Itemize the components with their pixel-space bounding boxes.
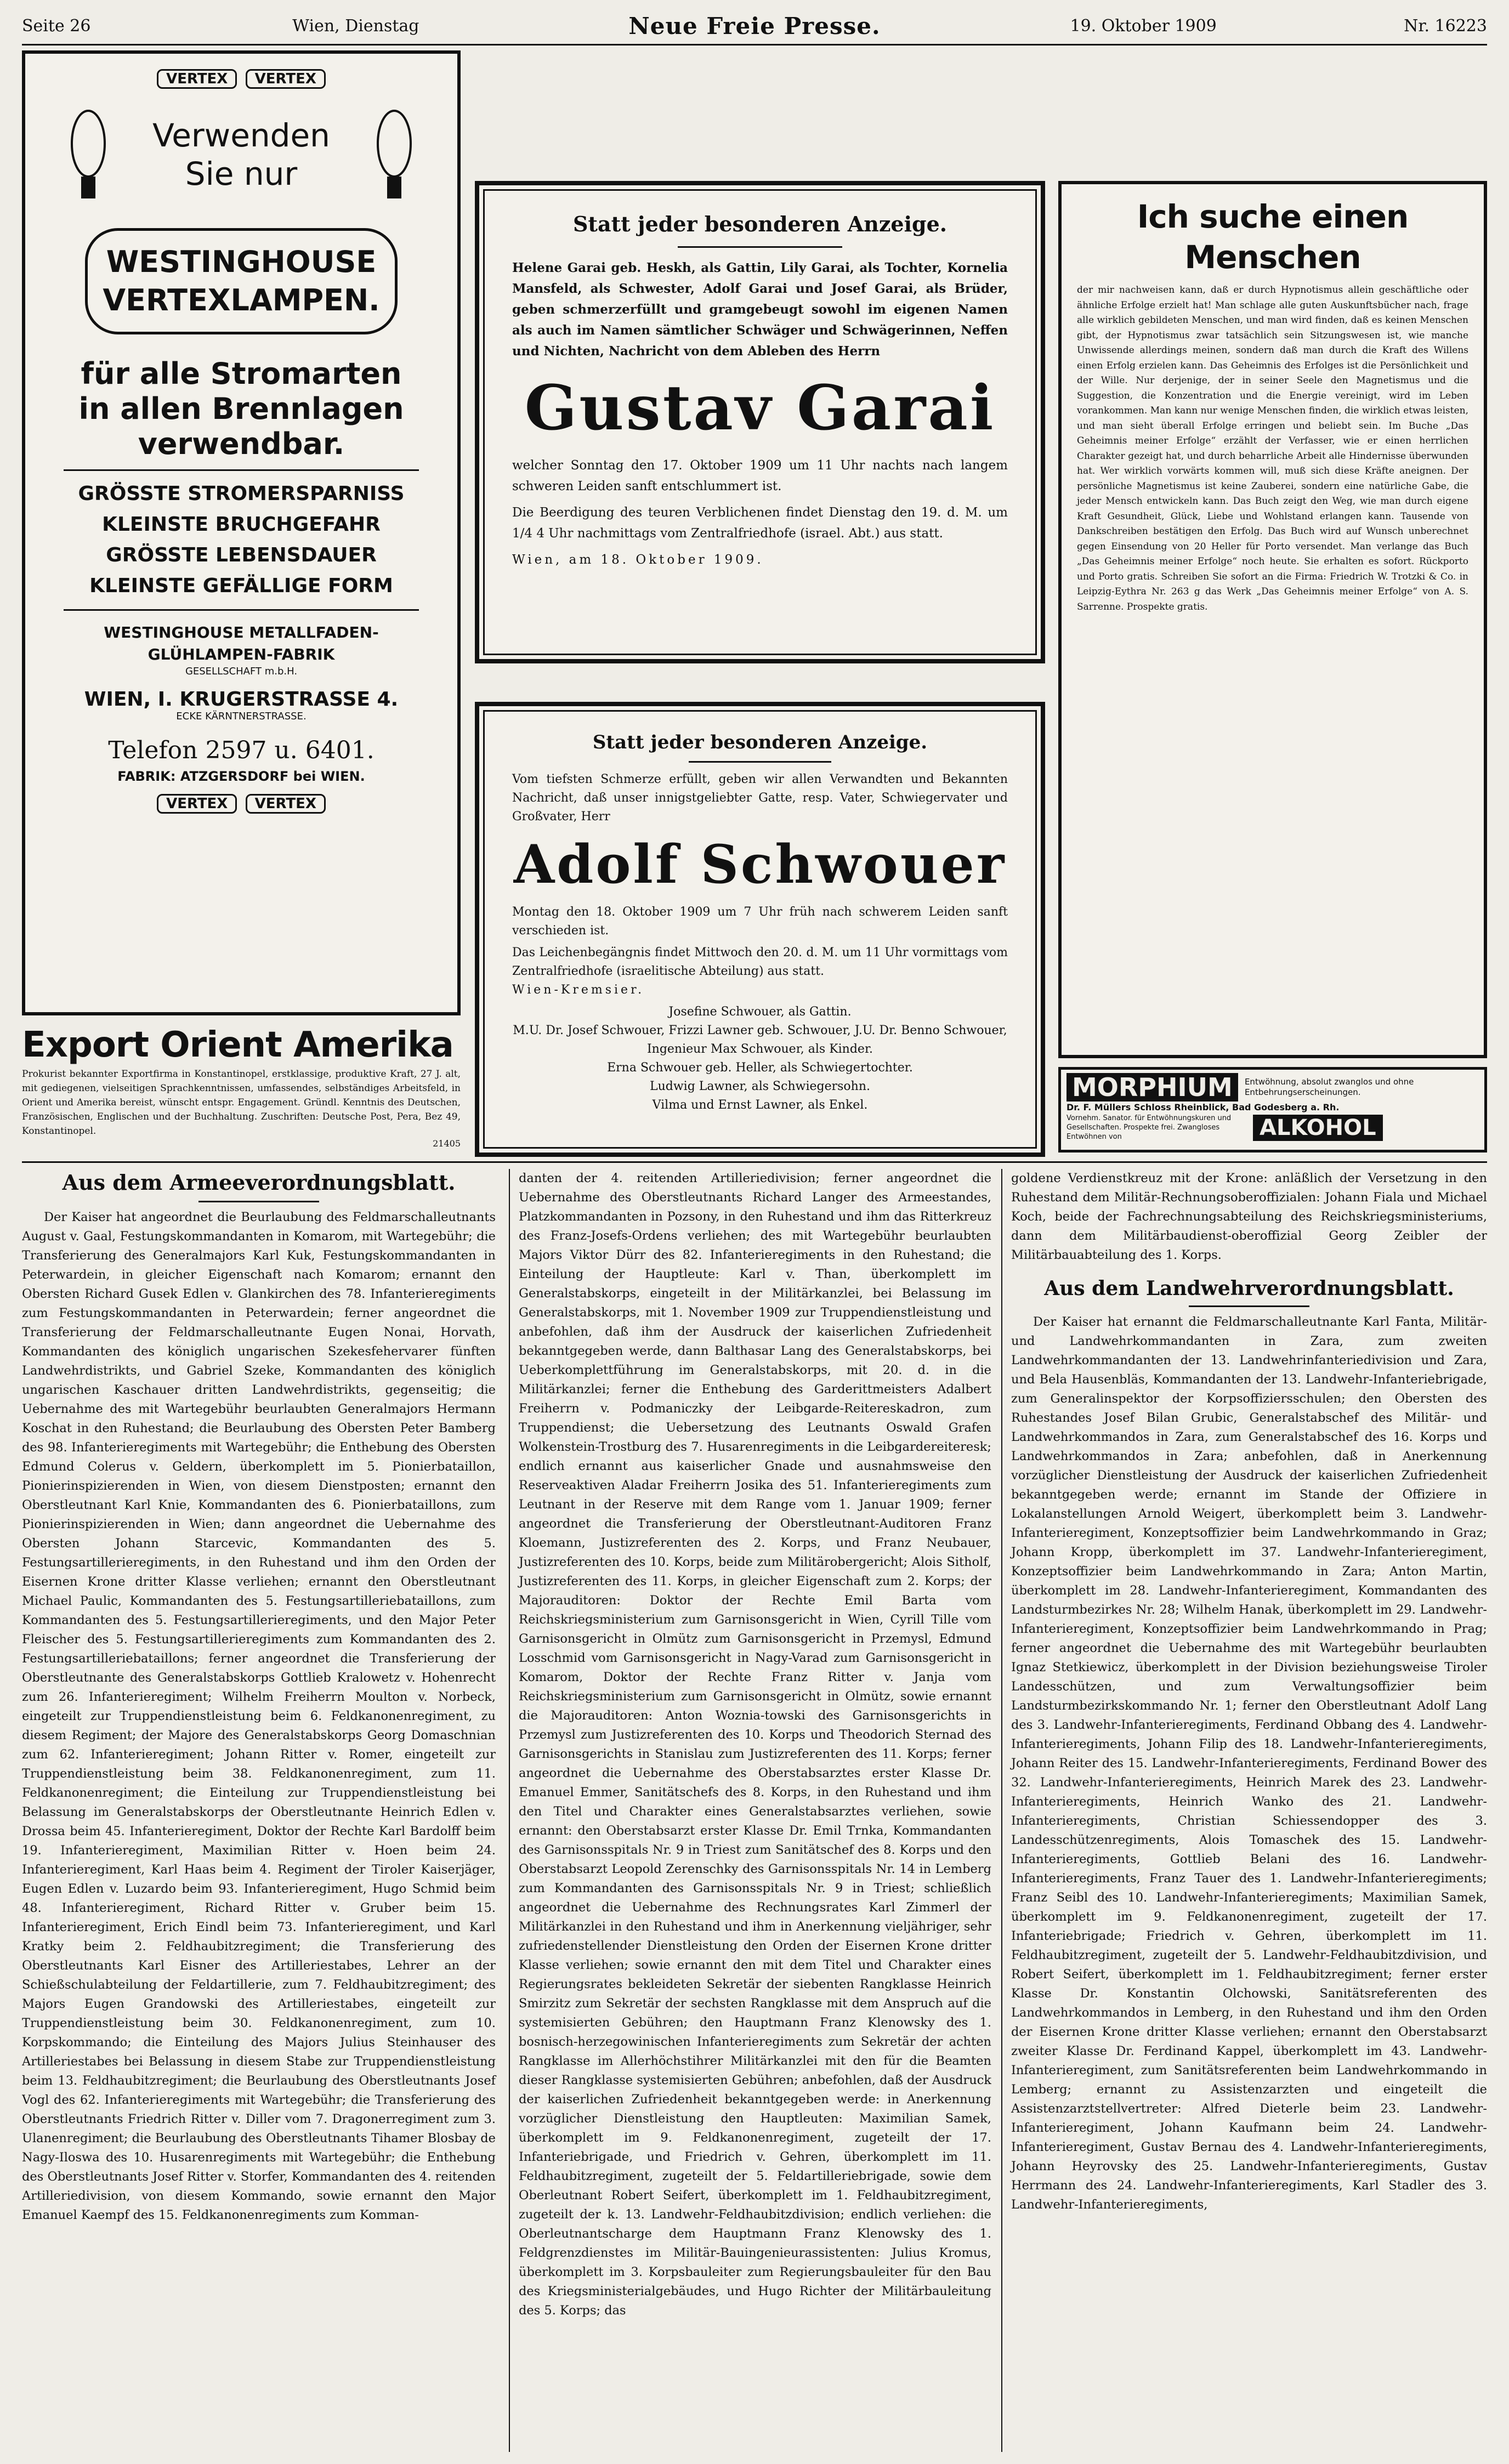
notice-body: Montag den 18. Oktober 1909 um 7 Uhr früh nach schwerem Leiden sanft verschieden ist. bbox=[512, 905, 1008, 938]
newspaper-title: Neue Freie Presse. bbox=[628, 12, 881, 39]
export-ad bbox=[22, 1023, 461, 1157]
notice-signatory: Ludwig Lawner, als Schwiegersohn. bbox=[649, 1080, 870, 1093]
brand-westinghouse: WESTINGHOUSE bbox=[106, 245, 377, 279]
page-number: Seite 26 bbox=[22, 16, 91, 36]
morphium-note: Vornehm. Sanator. für Entwöhnungskuren und Gesellschaften. Prospekte frei. Zwangloses Entwöhnen von bbox=[1066, 1114, 1232, 1141]
morphium-headline: MORPHIUM bbox=[1066, 1073, 1238, 1102]
ad-point: KLEINSTE BRUCHGEFAHR bbox=[102, 513, 381, 536]
notice-signatory: M.U. Dr. Josef Schwouer, Frizzi Lawner geb. Schwouer, J.U. Dr. Benno Schwouer, Ingenieur Max Schwouer, als Kinder. bbox=[513, 1024, 1007, 1056]
notice-heading: Statt jeder besonderen Anzeige. bbox=[572, 212, 948, 236]
deceased-name: Adolf Schwouer bbox=[513, 833, 1007, 895]
vertex-badge: VERTEX bbox=[157, 794, 237, 814]
article-armee bbox=[22, 1169, 499, 2452]
article-title: Aus dem Armeeverordnungsblatt. bbox=[62, 1170, 456, 1195]
notice-place-date: Wien, am 18. Oktober 1909. bbox=[512, 553, 764, 567]
notice-signatory: Vilma und Ernst Lawner, als Enkel. bbox=[652, 1098, 868, 1112]
article-paragraph: Der Kaiser hat ernannt die Feldmarschalleutnante Karl Fanta, Militär- und Landwehrkommandanten in Zara, zum zweiten Landwehrkommandanten der 13. Landwehrinfanteriedivision und Zara, und Bela Hausenbläs, Kommandanten der 13. Landwehr-Infanteriebrigade, zum Generalinspektor der Korpsoffiziersschulen; den Obersten des Ruhestandes Josef Bilan Grubic, Generalstabschef des Militär- und Landwehrkommandos in Zara, zum Generalstabschef des 16. Korps und Landwehrkommandos in Zara; anbefohlen, daß in Anerkennung vorzüglicher Dienstleistung der Ausdruck der kaiserlichen Zufriedenheit bekanntgegeben werde; ernannt im Stande der Offiziere in Lokalanstellungen Arnold Weigert, überkomplett beim 3. Landwehr-Infanterieregiment, Konzeptsoffizier beim Landwehrkommando in Graz; Johann Kropp, überkomplett im 37. Landwehr-Infanterieregiment, Konzeptsoffizier beim Landwehrkommando in Zara; Anton Martin, überkomplett im 28. Landwehr-Infanterieregiment, Kommandanten des Landsturmbezirkes Nr. 28; Wilhelm Hanak, überkomplett im 29. Landwehr-Infanterieregiment, Konzeptsoffizier beim Landwehrkommando in Prag; ferner angeordnet die Uebernahme des mit Wartegebühr beurlaubten Ignaz Stetkiewicz, überkomplett in der Division beziehungsweise Tiroler Landesschützen, und zum Verwaltungsoffizier beim Landsturmbezirkskommando Nr. 1; ferner den Oberstleutnant Adolf Lang des 3. Landwehr-Infanterieregiments, Ferdinand Obbang des 4. Landwehr-Infanterieregiments, Johann Filip des 18. Landwehr-Infanterieregiments, Johann Reiter des 15. Landwehr-Infanterieregiments, Ferdinand Bower des 32. Landwehr-Infanterieregiments, Heinrich Marek des 23. Landwehr-Infanterieregiments, Heinrich Wanko des 21. Landwehr-Infanterieregiments, Christian Schiessendopper des 3. Landesschützenregiments, Alois Tomaschek des 15. Landwehr-Infanterieregiments, Gottlieb Belani des 16. Landwehr-Infanterieregiments, Franz Tauer des 1. Landwehr-Infanterieregiments; Franz Seibl des 10. Landwehr-Infanterieregiments; Maximilian Samek, überkomplett im 9. Feldkanonenregiment, zugeteilt der 17. Infanteriebrigade; Friedrich v. Gehren, überkomplett im 11. Feldhaubitzregiment, zugeteilt der 5. Landwehr-Feldhaubitzdivision, und Robert Seifert, überkomplett im 1. Feldhaubitzregiment; ferner erster Klasse Dr. Konstantin Olchowski, Sanitätsreferenten des Landwehrkommandos in Lemberg, in den Ruhestand und ihm den Orden der Eisernen Krone dritter Klasse verliehen; ernannt den Oberstabsarzt zweiter Klasse Dr. Ferdinand Kappel, überkomplett im 43. Landwehr-Infanterieregiment, zum Sanitätsreferenten beim Landwehrkommando in Lemberg; ernannt zu Assistenzarzten und eingeteilt die Assistenzarztstellvertreter: Alfred Dieterle beim 23. Landwehr-Infanterieregiment, Johann Kaufmann beim 24. Landwehr-Infanterieregiment, Gustav Bernau des 4. Landwehr-Infanterieregiments, Johann Heyrovsky des 25. Landwehr-Infanterieregiments, Gustav Herrmann des 24. Landwehr-Infanterieregiments, Karl Stadler des 3. Landwehr-Infanterieregiments, bbox=[1011, 1315, 1487, 2212]
brand-vertexlampen: VERTEXLAMPEN. bbox=[103, 283, 380, 317]
notice-funeral: Die Beerdigung des teuren Verblichenen findet Dienstag den 19. d. M. um 1/4 4 Uhr nachmittags vom Zentralfriedhofe (israel. Abt.) aus statt. bbox=[512, 506, 1008, 541]
vertex-lamp-ad bbox=[22, 50, 461, 1015]
ad-point: KLEINSTE GEFÄLLIGE FORM bbox=[89, 575, 393, 597]
menschen-headline: Ich suche einen Menschen bbox=[1137, 198, 1409, 276]
article-right-column bbox=[1001, 1169, 1487, 2452]
morphium-bottom: ALKOHOL bbox=[1253, 1115, 1383, 1141]
notice-heading: Statt jeder besonderen Anzeige. bbox=[592, 731, 928, 753]
morphium-right-text: Entwöhnung, absolut zwanglos und ohne Entbehrungserscheinungen. bbox=[1244, 1077, 1414, 1097]
export-text: Prokurist bekannter Exportfirma in Konstantinopel, erstklassige, produktive Kraft, 27 J. alt, mit gediegenen, vielseitigen Sprachkenntnissen, umfassendes, selbständiges Arbeitsfeld, in Orient und Amerika bereist, wünscht entspr. Engagement. Gründl. Kenntnis des Deutschen, Französischen, Englischen und der Buchhaltung. Zuschriften: Deutsche Post, Pera, Bez 49, Konstantinopel. bbox=[22, 1069, 461, 1137]
issue-number: Nr. 16223 bbox=[1404, 16, 1487, 36]
page-header bbox=[22, 11, 1487, 41]
article-paragraph: goldene Verdienstkreuz mit der Krone: anläßlich der Versetzung in den Ruhestand dem Militär-Rechnungsoberoffizialen: Johann Fiala und Michael Koch, beide der Fachrechnungsabteilung des Reichskriegsministeriums, dann dem Militärbaudienst-oberoffizial Georg Zeibler der Militärbauabteilung des 1. Korps. bbox=[1011, 1171, 1487, 1262]
export-headline: Export Orient Amerika bbox=[22, 1025, 453, 1065]
notice-funeral: Das Leichenbegängnis findet Mittwoch den 20. d. M. um 11 Uhr vormittags vom Zentralfriedhofe (israelitische Abteilung) aus statt. bbox=[512, 946, 1008, 978]
menschen-text: der mir nachweisen kann, daß er durch Hypnotismus allein geschäftliche oder ähnliche Erfolge erzielt hat! Man schlage alle guten Auskunftsbücher nach, frage alle wirklich gebildeten Menschen, und man wird finden, daß es keinen Menschen gibt, der Hypnotismus zwar tatsächlich sein Sitzungswesen ist, wie manche Unwissende allerdings meinen, sondern daß man durch die Kraft des Willens einen Erfolg erzielen kann. Das Geheimnis des Erfolges ist die Persönlichkeit und der Wille. Nur derjenige, der in seiner Seele den Magnetismus und die Suggestion, die Konzentration und die Energie vereinigt, wird im Leben vorankommen. Man kann nur wenige Menschen finden, die wirklich etwas leisten, und man sieht überall Erfolge erringen und beliebt sein. Im Buche „Das Geheimnis meiner Erfolge“ erzählt der Verfasser, wie er einen herrlichen Charakter gezeigt hat, und durch beharrliche Arbeit alle Hindernisse überwunden hat. Wer wirklich vorwärts kommen will, muß sich diese Kräfte aneignen. Der persönliche Magnetismus ist keine Zauberei, sondern eine natürliche Gabe, die jeder Mensch entwickeln kann. Das Buch zeigt den Weg, wie man durch eigene Kraft Gesundheit, Glück, Liebe und Wohlstand erlangen kann. Tausende von Dankschreiben bestätigen den Erfolg. Das Buch wird auf Wunsch unberechnet gegen Einsendung von 20 Heller für Porto versendet. Man verlange das Buch „Das Geheimnis meiner Erfolge“ noch heute. Sie erhalten es sofort. Rückporto und Porto gratis. Schreiben Sie sofort an die Firma: Friedrich W. Trotzki & Co. in Leipzig-Eythra Nr. 263 g das Werk „Das Geheimnis meiner Erfolge“ von A. S. Sarrenne. Prospekte gratis. bbox=[1077, 285, 1468, 612]
vertex-badge: VERTEX bbox=[157, 69, 237, 89]
vertex-badge: VERTEX bbox=[246, 69, 326, 89]
notice-intro: Helene Garai geb. Heskh, als Gattin, Lily Garai, als Tochter, Kornelia Mansfeld, als Schwester, Adolf Garai und Josef Garai, als Brüder, geben schmerzerfüllt und gramgebeugt sowohl im eigenen Namen als auch im Namen sämtlicher Schwäger und Schwägerinnen, Neffen und Nichten, Nachricht von dem Ableben des Herrn bbox=[512, 260, 1008, 359]
notice-signatory: Josefine Schwouer, als Gattin. bbox=[668, 1005, 852, 1019]
vertex-badge: VERTEX bbox=[246, 794, 326, 814]
section-rule bbox=[22, 1161, 1487, 1163]
morphium-doctor: Dr. F. Müllers Schloss Rheinblick, Bad Godesberg a. Rh. bbox=[1066, 1102, 1340, 1112]
lamp-icon bbox=[370, 100, 419, 209]
death-notice-schwouer bbox=[475, 702, 1045, 1157]
deceased-name: Gustav Garai bbox=[524, 372, 996, 444]
article-paragraph: danten der 4. reitenden Artilleriedivision; ferner angeordnet die Uebernahme des Oberstleutnants Richard Langer des Armeestandes, Platzkommandanten in Pozsony, in den Ruhestand und ihm das Ritterkreuz des Franz-Josefs-Ordens verliehen; des mit Wartegebühr beurlaubten Majors Viktor Dürr des 82. Infanterieregiments in den Ruhestand; die Einteilung der Hauptleute: Karl v. Than, überkomplett im Generalstabskorps, eingeteilt in der Militärkanzlei, bei Belassung im Generalstabskorps, mit 1. November 1909 zur Truppendienstleistung und anbefohlen, daß ihm der Ausdruck der kaiserlichen Zufriedenheit bekanntgegeben werde, dann Balthasar Lang des Generalstabskorps, bei Ueberkomplettführung im Generalstabskorps, mit 20. d. in die Militärkanzlei; ferner die Enthebung des Garderittmeisters Adalbert Freiherrn v. Podmaniczky der Leibgarde-Reitereskadron, zum Truppendienst; die Uebersetzung des Leutnants Oswald Grafen Wolkenstein-Trostburg des 7. Husarenregiments in die Leibgardereiteresk; endlich ernannt aus kaiserlicher Gnade und ausnahmsweise den Reserveaktiven Aladar Freiherrn Josika des 51. Infanterieregiments zum Leutnant in der Reserve mit dem Range vom 1. Januar 1909; ferner angeordnet die Transferierung der Oberstleutnant-Auditoren Franz Kloemann, Justizreferenten des 2. Korps, und Franz Neubauer, Justizreferenten des 10. Korps, beide zum Militärobergericht; Alois Sitholf, Justizreferenten des 11. Korps, in gleicher Eigenschaft zum 2. Korps; der Majorauditoren: Doktor der Rechte Emil Barta vom Reichskriegsministerium zum Garnisonsgericht in Wien, Cyrill Tille vom Garnisonsgericht in Olmütz zum Garnisonsgericht in Przemysl, Edmund Losschmid vom Garnisonsgericht in Nagy-Varad zum Garnisonsgericht in Komarom, Doktor der Rechte Franz Ritter v. Janja vom Reichskriegsministerium zum Garnisonsgericht in Olmütz, sowie ernannt die Majorauditoren: Anton Woznia-towski des Garnisonsgerichts in Przemysl zum Justizreferenten des 10. Korps und Theodorich Sternad des Garnisonsgerichts in Stanislau zum Justizreferenten des 11. Korps; ferner angeordnet die Uebernahme des Oberstabsarztes erster Klasse Dr. Emanuel Emmer, Sanitätschefs des 8. Korps, in den Ruhestand und ihm den Titel und Charakter eines Generalstabsarztes verliehen, sowie ernannt: den Oberstabsarzt erster Klasse Dr. Emil Trnka, Kommandanten des Garnisonsspitals Nr. 9 in Triest zum Sanitätschef des 8. Korps und den Oberstabsarzt Leopold Zerenschky des Garnisonsspitals Nr. 14 in Lemberg zum Kommandanten des Garnisonsspitals Nr. 9 in Triest; schließlich angeordnet die Uebernahme des Rechnungsrates Karl Zimmerl der Militärkanzlei in den Ruhestand und ihm in Anerkennung vieljähriger, sehr zufriedenstellender Dienstleistung den Orden der Eisernen Krone dritter Klasse verliehen; sowie ernannt den mit dem Titel und Charakter eines Regierungsrates bekleideten Sekretär der siebenten Rangklasse Heinrich Smirzitz zum Sekretär der sechsten Rangklasse mit dem Anspruch auf die systemisierten Gebühren; den Hauptmann Franz Klenowsky des 1. bosnisch-herzegowinischen Infanterieregiments zum Sekretär der achten Rangklasse im Allerhöchstihrer Militärkanzlei mit den für die Beamten dieser Rangklasse systemisierten Gebühren; anbefohlen, daß der Ausdruck der kaiserlichen Zufriedenheit bekanntgegeben werde: in Anerkennung vorzüglicher Dienstleistung den Hauptleuten: Maximilian Samek, überkomplett im 9. Feldkanonenregiment, zugeteilt der 17. Infanteriebrigade, und Friedrich v. Gehren, überkomplett im 11. Feldhaubitzregiment, zugeteilt der 5. Feldartilleriebrigade, sowie dem Oberleutnant Robert Seifert, überkomplett im 1. Feldhaubitzregiment, zugeteilt der k. 13. Landwehr-Feldhaubitzdivision; endlich verliehen: die Oberleutnantscharge dem Hauptmann Franz Klenowsky des 1. Feldgrenzdienstes im Militär-Bauingenieurassistenten: Julius Kromus, überkomplett im 3. Korpsbauleiter zum Regierungsbauleiter für den Bau des Kriegsministerialgebäudes, und Hugo Richter der Militärbauleitung des 5. Korps; das bbox=[519, 1171, 991, 2318]
ad-phone: Telefon 2597 u. 6401. bbox=[108, 736, 375, 764]
article-middle-column bbox=[509, 1169, 991, 2452]
lamp-icon bbox=[64, 100, 113, 209]
issue-date: 19. Oktober 1909 bbox=[1070, 16, 1217, 36]
article-title: Aus dem Landwehrverordnungsblatt. bbox=[1044, 1277, 1454, 1300]
ad-company-sub: GESELLSCHAFT m.b.H. bbox=[185, 666, 298, 677]
ad-point: GRÖSSTE LEBENSDAUER bbox=[106, 544, 377, 566]
ad-address: WIEN, I. KRUGERSTRASSE 4. bbox=[84, 688, 399, 711]
city-day: Wien, Dienstag bbox=[292, 16, 419, 36]
notice-intro: Vom tiefsten Schmerze erfüllt, geben wir allen Verwandten und Bekannten Nachricht, daß unser innigstgeliebter Gatte, resp. Vater, Schwiegervater und Großvater, Herr bbox=[512, 773, 1008, 824]
ad-address-sub: ECKE KÄRNTNERSTRASSE. bbox=[176, 711, 307, 722]
export-code: 21405 bbox=[433, 1138, 461, 1149]
ad-factory: FABRIK: ATZGERSDORF bei WIEN. bbox=[117, 769, 365, 784]
notice-place: Wien-Kremsier. bbox=[512, 983, 645, 997]
header-rule bbox=[22, 44, 1487, 46]
ad-intro: Verwenden Sie nur bbox=[152, 117, 330, 192]
ad-company: WESTINGHOUSE METALLFADEN-GLÜHLAMPEN-FABRIK bbox=[104, 623, 379, 663]
ad-point: GRÖSSTE STROMERSPARNISS bbox=[78, 482, 405, 505]
menschen-ad bbox=[1058, 181, 1487, 1058]
notice-body: welcher Sonntag den 17. Oktober 1909 um 11 Uhr nachts nach langem schweren Leiden sanft entschlummert ist. bbox=[512, 458, 1008, 493]
ad-claim: für alle Stromarten in allen Brennlagen verwendbar. bbox=[78, 356, 404, 461]
notice-signatory: Erna Schwouer geb. Heller, als Schwiegertochter. bbox=[607, 1061, 913, 1075]
morphium-ad bbox=[1058, 1067, 1487, 1152]
article-paragraph: Der Kaiser hat angeordnet die Beurlaubung des Feldmarschalleutnants August v. Gaal, Festungskommandanten in Komarom, mit Wartegebühr; die Transferierung des Generalmajors Karl Kuk, Festungskommandanten in Peterwardein, in gleicher Eigenschaft nach Komarom; ernannt den Obersten Richard Gusek Edlen v. Glankirchen des 78. Infanterieregiments zum Festungskommandanten in Peterwardein; ferner angeordnet die Transferierung der Feldmarschalleutnante Eugen Nonai, Horvath, Kommandanten des königlich ungarischen Szekesfehervarer fünften Landwehrdistrikts, und Gabriel Szeke, Kommandanten des königlich ungarischen Kaschauer dritten Landwehrdistrikts, gegenseitig; die Uebernahme des mit Wartegebühr beurlaubten Generalmajors Hermann Koschat in den Ruhestand; die Beurlaubung des Obersten Peter Bamberg des 98. Infanterieregiments mit Wartegebühr; die Enthebung des Obersten Edmund Colerus v. Geldern, überkomplett im 5. Pionierbataillon, Pionierinspizierenden in Wien, von diesem Dienstposten; ernannt den Oberstleutnant Karl Knie, Kommandanten des 6. Pionierbataillons, zum Pionierinspizierenden in Wien; dann angeordnet die Uebernahme des Obersten Johann Starcevic, Kommandanten des 5. Festungsartillerieregiments, in den Ruhestand und ihm den Orden der Eisernen Krone dritter Klasse verliehen; ernannt den Oberstleutnant Michael Paulic, Kommandanten des 5. Festungsartilleriebataillons, zum Kommandanten des 5. Festungsartillerieregiments, und den Major Peter Fleischer des 5. Festungsartillerieregiments zum Kommandanten des 2. Festungsartilleriebataillons; ferner angeordnet die Transferierung der Oberstleutnante des Generalstabskorps Gottlieb Kralowetz v. Hohenrecht zum 26. Infanterieregiment; Wilhelm Freiherrn Moulton v. Norbeck, eingeteilt zur Truppendienstleistung beim 6. Feldkanonenregiment, zu diesem Regiment; der Majore des Generalstabskorps Georg Domaschnian zum 62. Infanterieregiment; Johann Ritter v. Romer, eingeteilt zur Truppendienstleistung beim 38. Feldkanonenregiment, zum 11. Feldkanonenregiment; die Einteilung zur Truppendienstleistung bei Belassung im Generalstabskorps der Oberstleutnante Heinrich Edlen v. Drossa beim 45. Infanterieregiment, Doktor der Rechte Karl Bardolff beim 19. Infanterieregiment, Maximilian Ritter v. Hoen beim 24. Infanterieregiment, Karl Haas beim 4. Regiment der Tiroler Kaiserjäger, Eugen Edlen v. Luzardo beim 93. Infanterieregiment, Hugo Schmid beim 48. Infanterieregiment, Richard Ritter v. Gruber beim 15. Infanterieregiment, Erich Eindl beim 73. Infanterieregiment, und Karl Kratky beim 2. Feldhaubitzregiment; die Transferierung des Oberstleutnants Karl Eisner des Artilleriestabes, Lehrer an der Schießschulabteilung der Feldartillerie, zum 7. Feldhaubitzregiment; des Majors Eugen Grandowski des Artilleriestabes, eingeteilt zur Truppendienstleistung beim 30. Feldkanonenregiment, zum 10. Korpskommando; die Einteilung des Majors Julius Steinhauser des Artilleriestabes bei Belassung in diesem Stabe zur Truppendienstleistung beim 13. Feldhaubitzregiment; die Beurlaubung des Oberstleutnants Josef Vogl des 62. Infanterieregiments mit Wartegebühr; die Transferierung des Oberstleutnants Friedrich Ritter v. Diller vom 7. Dragonerregiment zum 3. Ulanenregiment; die Beurlaubung des Oberstleutnants Tihamer Blosbay de Nagy-Iloswa des 10. Husarenregiments mit Wartegebühr; die Enthebung des Oberstleutnants Josef Ritter v. Storfer, Kommandanten des 4. reitenden Artilleriedivision, von diesem Kommando, sowie ernannt den Major Emanuel Kaempf des 15. Feldkanonenregiments zum Komman- bbox=[22, 1210, 496, 2222]
death-notice-garai bbox=[475, 181, 1045, 663]
